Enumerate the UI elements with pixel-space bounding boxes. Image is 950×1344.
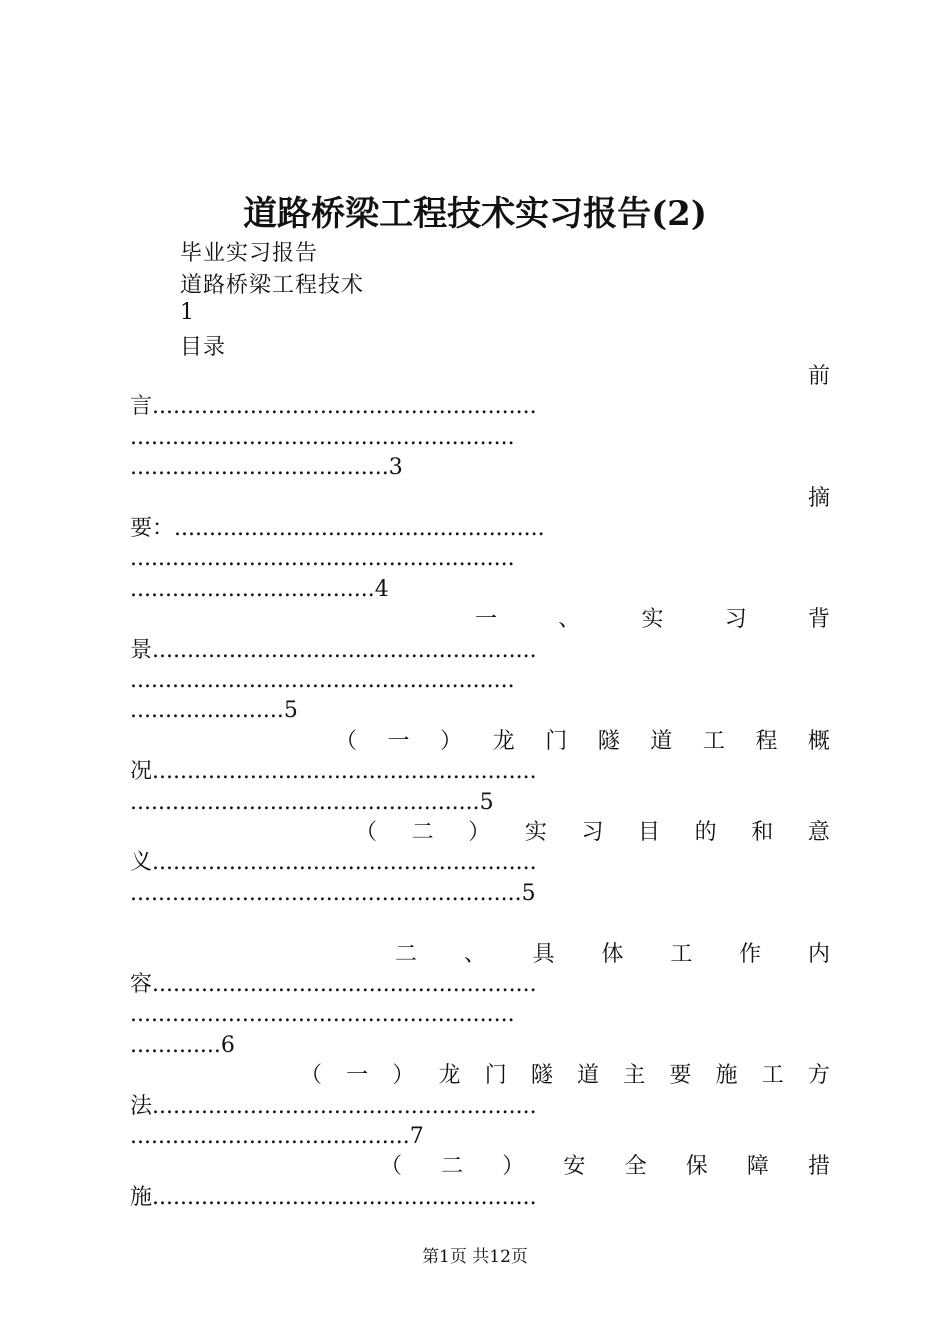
toc-char: 程 bbox=[755, 728, 778, 754]
toc-line: 容....................................................... bbox=[130, 972, 537, 997]
toc-char: 实 bbox=[524, 820, 547, 845]
report-type: 毕业实习报告 bbox=[180, 241, 319, 266]
toc-char: 具 bbox=[532, 941, 555, 967]
toc-char: 要 bbox=[669, 1063, 692, 1089]
toc-line: ...................................4 bbox=[130, 576, 389, 602]
toc-line: 法....................................................... bbox=[130, 1093, 537, 1119]
toc-char: 实 bbox=[641, 607, 664, 633]
toc-char: （ bbox=[355, 820, 378, 845]
toc-char: 安 bbox=[563, 1154, 586, 1180]
page-footer: 第1页 共12页 bbox=[422, 1247, 528, 1267]
toc-char: 目 bbox=[638, 820, 661, 845]
toc-line: ....................................................... bbox=[130, 1002, 515, 1028]
toc-char: 习 bbox=[724, 607, 747, 633]
toc-line bbox=[335, 727, 830, 757]
toc-line: 前 bbox=[807, 364, 830, 389]
toc-heading: 目录 bbox=[180, 335, 227, 360]
toc-char: ） bbox=[468, 820, 491, 845]
toc-char: 保 bbox=[685, 1154, 708, 1180]
toc-char: 和 bbox=[751, 820, 774, 845]
toc-char: 内 bbox=[807, 941, 830, 967]
toc-line: ..................................................5 bbox=[130, 789, 494, 815]
toc-line bbox=[380, 1152, 830, 1182]
toc-char: 隧 bbox=[597, 728, 620, 754]
toc-line: .....................................3 bbox=[130, 455, 403, 481]
toc-char: 龙 bbox=[492, 728, 515, 754]
toc-line: ....................................................... bbox=[130, 424, 515, 450]
toc-char: 全 bbox=[624, 1154, 647, 1180]
toc-char: 二 bbox=[411, 820, 434, 845]
toc-char: 体 bbox=[601, 941, 624, 967]
toc-line bbox=[475, 605, 830, 635]
toc-char: （ bbox=[380, 1154, 403, 1180]
toc-char: 龙 bbox=[438, 1063, 461, 1089]
toc-line: .............6 bbox=[130, 1032, 235, 1058]
toc-line: 言....................................................... bbox=[130, 394, 537, 420]
toc-char: 道 bbox=[650, 728, 673, 754]
toc-line: 景....................................................... bbox=[130, 637, 537, 663]
toc-char: 门 bbox=[545, 728, 568, 754]
toc-line: ....................................................... bbox=[130, 546, 515, 572]
toc-char: 、 bbox=[463, 941, 486, 967]
toc-line bbox=[300, 1061, 830, 1091]
toc-char: 二 bbox=[441, 1154, 464, 1180]
toc-char: 一 bbox=[387, 728, 410, 754]
toc-char: 方 bbox=[807, 1063, 830, 1089]
toc-char: 隧 bbox=[530, 1063, 553, 1089]
toc-char: 门 bbox=[484, 1063, 507, 1089]
toc-char: 作 bbox=[739, 941, 762, 967]
major-name: 道路桥梁工程技术 bbox=[180, 273, 365, 298]
toc-line bbox=[130, 909, 830, 939]
toc-line: 要：..................................................... bbox=[130, 516, 545, 541]
toc-line: ........................................................5 bbox=[130, 880, 536, 906]
toc-char: 一 bbox=[475, 607, 498, 633]
toc-line: ....................................................... bbox=[130, 668, 515, 693]
toc-char: 意 bbox=[807, 820, 830, 845]
document-title: 道路桥梁工程技术实习报告(2) bbox=[243, 194, 707, 234]
toc-line: ........................................7 bbox=[130, 1124, 424, 1149]
toc-char: 、 bbox=[558, 607, 581, 633]
toc-char: 概 bbox=[807, 728, 830, 754]
toc-line: ......................5 bbox=[130, 698, 298, 724]
toc-char: ） bbox=[440, 728, 463, 754]
toc-char: ） bbox=[502, 1154, 525, 1180]
toc-char: 障 bbox=[746, 1154, 769, 1180]
toc-char: ） bbox=[392, 1063, 415, 1089]
toc-char: 施 bbox=[715, 1063, 738, 1089]
toc-char: 工 bbox=[761, 1063, 784, 1089]
toc-char: 背 bbox=[807, 607, 830, 633]
toc-char: 主 bbox=[623, 1063, 646, 1089]
toc-line: 摘 bbox=[807, 485, 830, 511]
toc-line bbox=[355, 818, 830, 848]
toc-line: 施....................................................... bbox=[130, 1184, 537, 1210]
toc-char: 的 bbox=[694, 820, 717, 845]
page-number-label: 1 bbox=[180, 300, 195, 325]
toc-char: 习 bbox=[581, 820, 604, 845]
toc-line bbox=[395, 940, 830, 970]
toc-char: 道 bbox=[577, 1063, 600, 1089]
toc-char: 工 bbox=[670, 941, 693, 967]
toc-char: （ bbox=[335, 728, 358, 754]
toc-char: 二 bbox=[395, 941, 418, 967]
toc-char: （ bbox=[300, 1063, 323, 1089]
toc-line: 义....................................................... bbox=[130, 850, 537, 876]
toc-char: 一 bbox=[346, 1063, 369, 1089]
toc-char: 工 bbox=[702, 728, 725, 754]
toc-char: 措 bbox=[807, 1154, 830, 1180]
toc-line: 况....................................................... bbox=[130, 759, 537, 785]
